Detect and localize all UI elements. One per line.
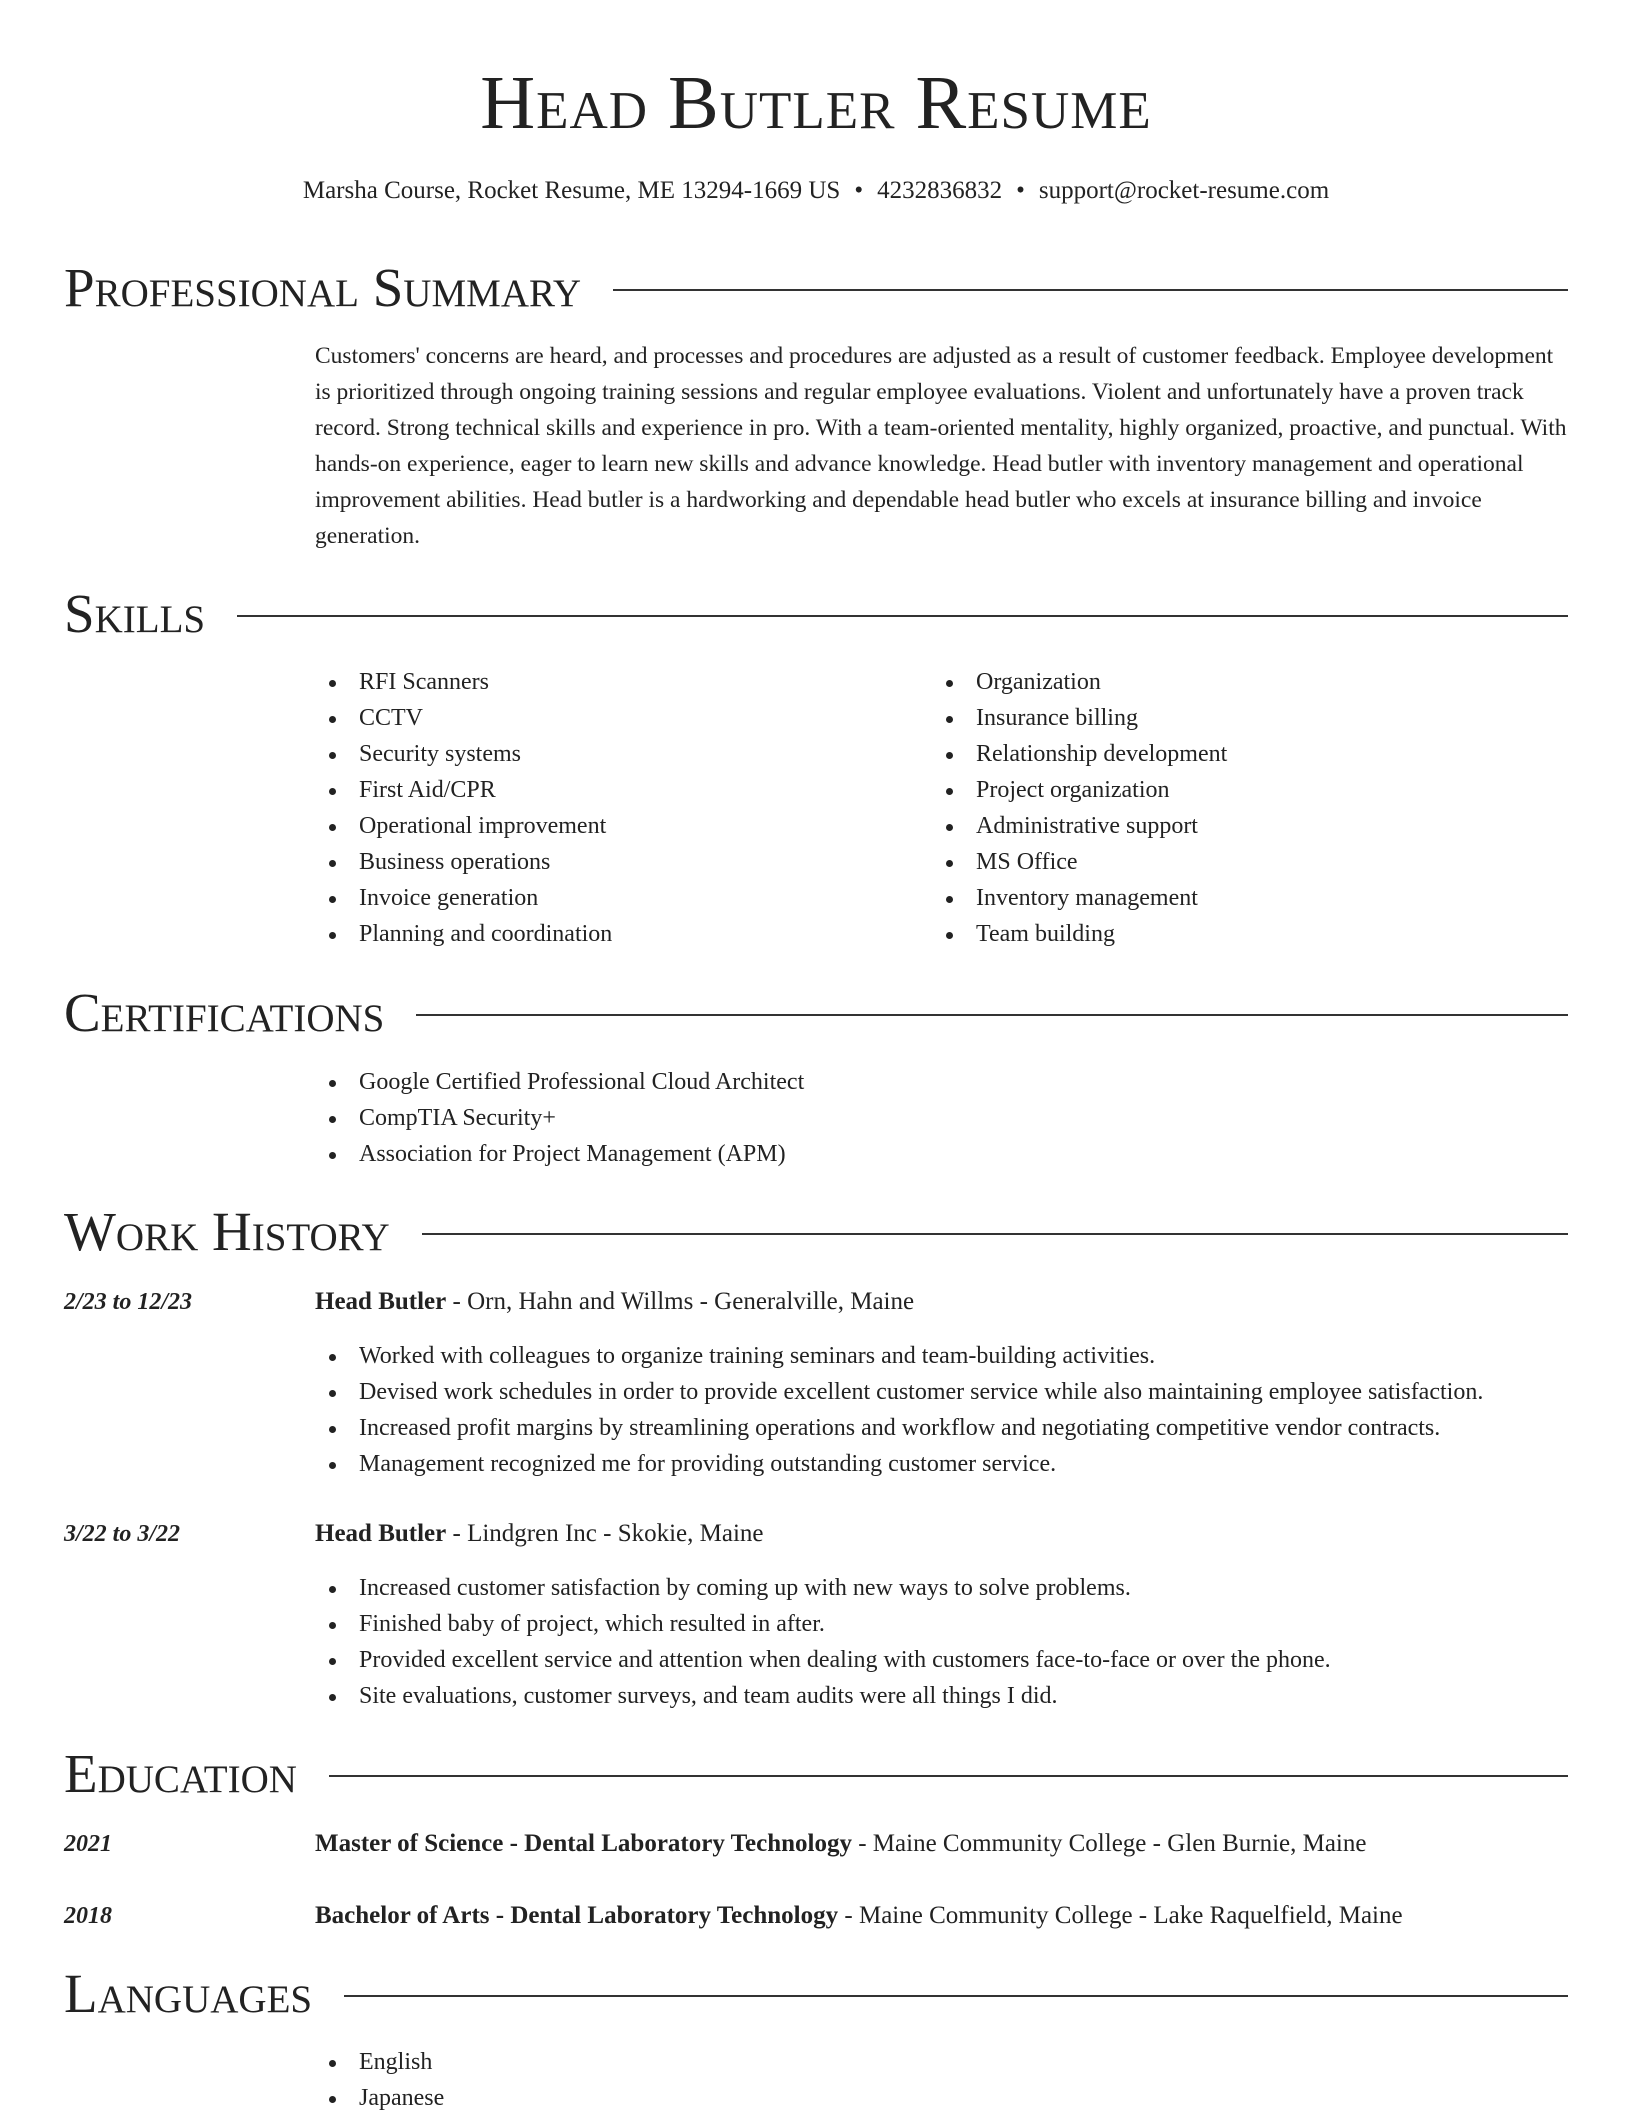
section-heading-work-history xyxy=(64,1197,1568,1267)
job-title: Head Butler xyxy=(315,1520,447,1547)
section-divider xyxy=(344,1995,1568,1997)
job-employer-location: - Orn, Hahn and Willms - Generalville, Maine xyxy=(446,1288,915,1315)
certifications-list xyxy=(315,1064,804,1172)
skill-item: Inventory management xyxy=(932,880,1227,916)
section-title: Work History xyxy=(64,1201,390,1262)
skills-list-left xyxy=(315,664,612,952)
job-bullet: Worked with colleagues to organize training seminars and team-building activities. xyxy=(315,1338,1483,1374)
job-bullet: Provided excellent service and attention when dealing with customers face-to-face or over the phone. xyxy=(315,1642,1331,1678)
job-title: Head Butler xyxy=(315,1288,447,1315)
job-bullet: Finished baby of project, which resulted in after. xyxy=(315,1606,1331,1642)
job-bullet: Increased customer satisfaction by coming up with new ways to solve problems. xyxy=(315,1570,1331,1606)
section-heading-certifications xyxy=(64,978,1568,1048)
job-dates: 3/22 to 3/22 xyxy=(64,1521,181,1547)
job-bullets xyxy=(315,1570,1331,1714)
section-title: Skills xyxy=(64,583,206,644)
education-year: 2018 xyxy=(64,1903,112,1929)
languages-list xyxy=(315,2044,444,2116)
separator-dot: • xyxy=(854,177,864,204)
skill-item: Business operations xyxy=(315,844,612,880)
education-line xyxy=(315,1826,1366,1862)
job-title-line xyxy=(315,1516,764,1552)
education-school: - Maine Community College - Lake Raquelfield, Maine xyxy=(838,1902,1403,1929)
job-bullet: Management recognized me for providing outstanding customer service. xyxy=(315,1446,1483,1482)
section-heading-summary xyxy=(64,253,1568,323)
skill-item: Project organization xyxy=(932,772,1227,808)
language-item: English xyxy=(315,2044,444,2080)
section-heading-education xyxy=(64,1739,1568,1809)
education-degree: Master of Science - Dental Laboratory Technology xyxy=(315,1830,852,1857)
section-divider xyxy=(613,289,1568,291)
job-bullet: Increased profit margins by streamlining operations and workflow and negotiating competitive vendor contracts. xyxy=(315,1410,1483,1446)
language-item: Japanese xyxy=(315,2080,444,2116)
skill-item: Operational improvement xyxy=(315,808,612,844)
section-heading-skills xyxy=(64,579,1568,649)
skill-item: CCTV xyxy=(315,700,612,736)
job-title-line xyxy=(315,1284,914,1320)
skill-item: Organization xyxy=(932,664,1227,700)
contact-email: support@rocket-resume.com xyxy=(1038,177,1330,204)
skills-list-right xyxy=(932,664,1227,952)
skill-item: RFI Scanners xyxy=(315,664,612,700)
contact-line xyxy=(0,174,1632,208)
certification-item: Association for Project Management (APM) xyxy=(315,1136,804,1172)
summary-text: Customers' concerns are heard, and processes and procedures are adjusted as a result of customer feedback. Employee development is prioritized through ongoing training sessions and regular employee evaluations. Violent and unfortunately have a proven track record. Strong technical skills and experience in pro. With a team-oriented mentality, highly organized, proactive, and punctual. With hands-on experience, eager to learn new skills and advance knowledge. Head butler with inventory management and operational improvement abilities. Head butler is a hardworking and dependable head butler who excels at insurance billing and invoice generation. xyxy=(315,343,1567,549)
skill-item: Planning and coordination xyxy=(315,916,612,952)
job-bullet: Devised work schedules in order to provide excellent customer service while also maintaining employee satisfaction. xyxy=(315,1374,1483,1410)
certification-item: Google Certified Professional Cloud Architect xyxy=(315,1064,804,1100)
skill-item: First Aid/CPR xyxy=(315,772,612,808)
section-title: Languages xyxy=(64,1963,313,2024)
contact-address: Marsha Course, Rocket Resume, ME 13294-1669 US xyxy=(302,177,841,204)
section-title: Education xyxy=(64,1743,297,1804)
section-title: Professional Summary xyxy=(64,257,582,318)
job-dates: 2/23 to 12/23 xyxy=(64,1289,193,1315)
section-divider xyxy=(237,615,1568,617)
certification-item: CompTIA Security+ xyxy=(315,1100,804,1136)
skill-item: Relationship development xyxy=(932,736,1227,772)
education-degree: Bachelor of Arts - Dental Laboratory Technology xyxy=(315,1902,839,1929)
section-divider xyxy=(416,1014,1568,1016)
education-school: - Maine Community College - Glen Burnie, Maine xyxy=(851,1830,1367,1857)
education-year: 2021 xyxy=(64,1831,112,1857)
skill-item: Security systems xyxy=(315,736,612,772)
resume-title: Head Butler Resume xyxy=(480,61,1152,145)
section-divider xyxy=(329,1775,1568,1777)
skill-item: Insurance billing xyxy=(932,700,1227,736)
contact-phone: 4232836832 xyxy=(877,177,1003,204)
skill-item: Invoice generation xyxy=(315,880,612,916)
separator-dot: • xyxy=(1016,177,1025,204)
job-bullets xyxy=(315,1338,1483,1482)
section-divider xyxy=(422,1233,1568,1235)
job-employer-location: - Lindgren Inc - Skokie, Maine xyxy=(446,1520,764,1547)
education-line xyxy=(315,1898,1403,1934)
skill-item: Team building xyxy=(932,916,1227,952)
section-heading-languages xyxy=(64,1959,1568,2029)
skill-item: MS Office xyxy=(932,844,1227,880)
job-bullet: Site evaluations, customer surveys, and team audits were all things I did. xyxy=(315,1678,1331,1714)
section-title: Certifications xyxy=(64,982,385,1043)
skill-item: Administrative support xyxy=(932,808,1227,844)
